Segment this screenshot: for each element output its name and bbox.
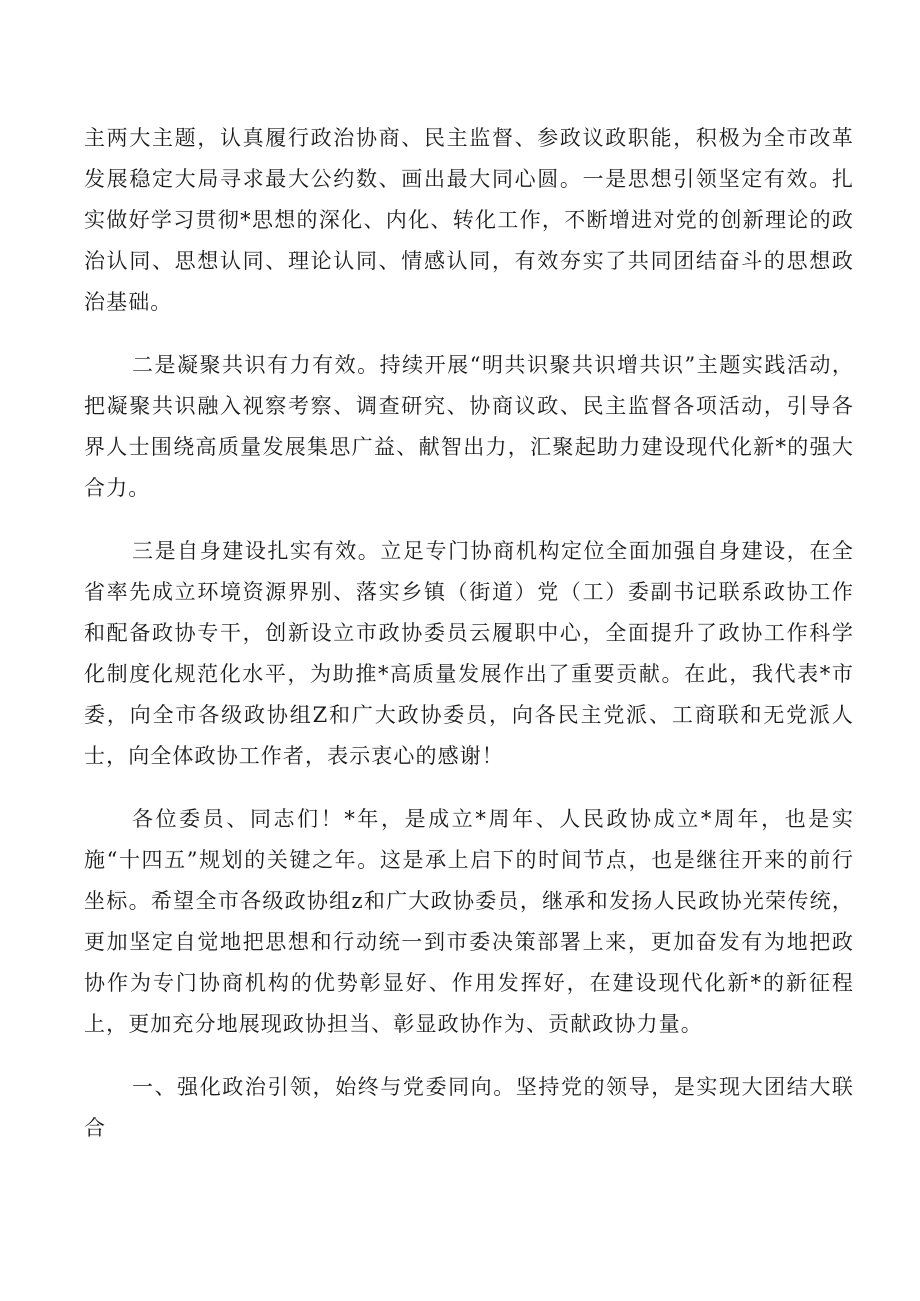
- paragraph-self-building: 三是自身建设扎实有效。立足专门协商机构定位全面加强自身建设，在全省率先成立环境资源界别、落实乡镇（街道）党（工）委副书记联系政协工作和配备政协专干，创新设立市政协委员云履职中心，全面提升了政协工作科学化制度化规范化水平，为助推*高质量发展作出了重要贡献。在此，我代表*市委，向全市各级政协组Z和广大政协委员，向各民主党派、工商联和无党派人士，向全体政协工作者，表示衷心的感谢！: [84, 539, 854, 768]
- document-body: [84, 118, 854, 1149]
- paragraph-expectations: 各位委员、同志们！*年，是成立*周年、人民政协成立*周年，也是实施“十四五”规划的关键之年。这是承上启下的时间节点，也是继往开来的前行坐标。希望全市各级政协组z和广大政协委员，继承和发扬人民政协光荣传统，更加坚定自觉地把思想和行动统一到市委决策部署上来，更加奋发有为地把政协作为专门协商机构的优势彰显好、作用发挥好，在建设现代化新*的新征程上，更加充分地展现政协担当、彰显政协作为、贡献政协力量。: [84, 807, 854, 1036]
- paragraph-section-one: 一、强化政治引领，始终与党委同向。坚持党的领导，是实现大团结大联合: [84, 1075, 854, 1140]
- paragraph-continuation: 主两大主题，认真履行政治协商、民主监督、参政议政职能，积极为全市改革发展稳定大局寻求最大公约数、画出最大同心圆。一是思想引领坚定有效。扎实做好学习贯彻*思想的深化、内化、转化工作，不断增进对党的创新理论的政治认同、思想认同、理论认同、情感认同，有效夯实了共同团结奋斗的思想政治基础。: [84, 126, 854, 314]
- paragraph-consensus: 二是凝聚共识有力有效。持续开展“明共识聚共识增共识”主题实践活动，把凝聚共识融入视察考察、调查研究、协商议政、民主监督各项活动，引导各界人士围绕高质量发展集思广益、献智出力，汇聚起助力建设现代化新*的强大合力。: [84, 353, 854, 500]
